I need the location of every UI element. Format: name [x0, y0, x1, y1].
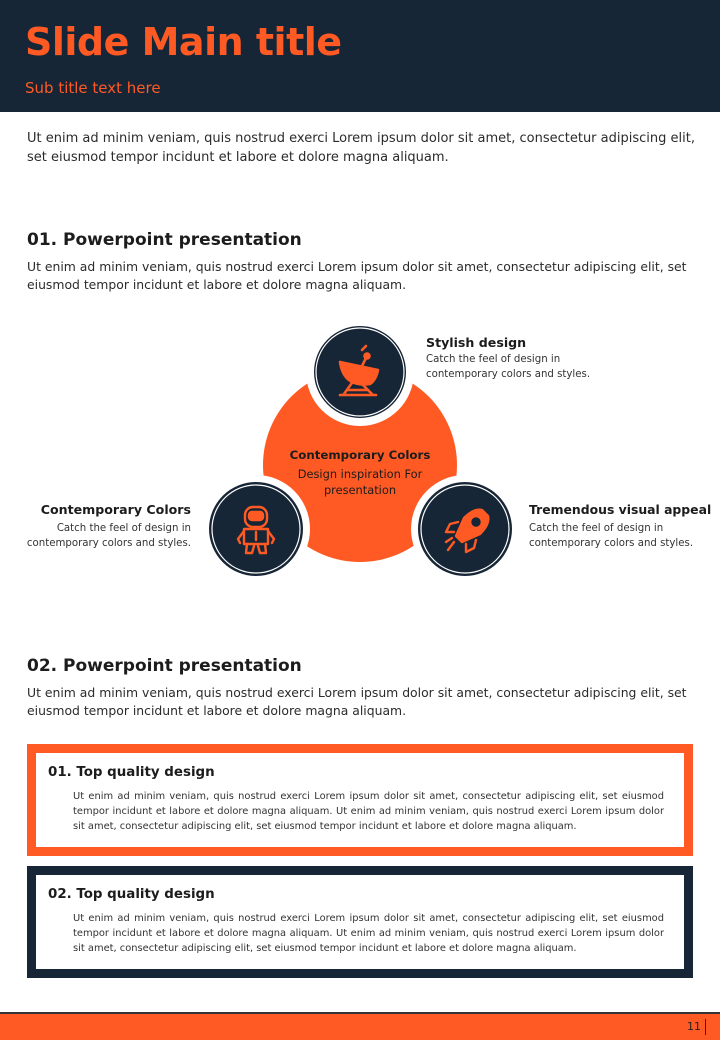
quality-box-1-title: 01. Top quality design	[48, 765, 215, 780]
quality-box-2	[27, 866, 693, 978]
section1-heading: 01. Powerpoint presentation	[27, 230, 302, 250]
quality-box-2-inner	[36, 875, 684, 969]
left-label-desc-line2: contemporary colors and styles.	[26, 538, 191, 549]
right-label-title: Tremendous visual appeal	[529, 502, 712, 517]
center-desc-line2: presentation	[323, 483, 397, 497]
footer-bar	[0, 1012, 720, 1040]
top-label-title: Stylish design	[426, 335, 527, 350]
left-label-title: Contemporary Colors	[40, 502, 191, 517]
center-desc-line1: Design inspiration For	[297, 467, 423, 481]
slide-main-title: Slide Main title	[25, 20, 342, 64]
section2-heading: 02. Powerpoint presentation	[27, 656, 302, 676]
top-label-desc-line2: contemporary colors and styles.	[426, 369, 591, 380]
three-part-diagram	[0, 310, 720, 600]
slide-subtitle: Sub title text here	[25, 79, 161, 97]
section1-paragraph: Ut enim ad minim veniam, quis nostrud exerci Lorem ipsum dolor sit amet, consectetur adipiscing elit, set eiusmod tempor incidunt et labore et dolore magna aliquam.	[27, 259, 687, 292]
quality-box-1	[27, 744, 693, 856]
quality-box-1-inner	[36, 753, 684, 847]
right-label-desc-line1: Catch the feel of design in	[529, 523, 664, 534]
top-label-desc-line1: Catch the feel of design in	[426, 354, 561, 365]
left-label-desc-line1: Catch the feel of design in	[56, 523, 191, 534]
quality-box-2-title: 02. Top quality design	[48, 887, 215, 902]
section2-paragraph: Ut enim ad minim veniam, quis nostrud exerci Lorem ipsum dolor sit amet, consectetur adipiscing elit, set eiusmod tempor incidunt et labore et dolore magna aliquam.	[27, 685, 687, 718]
intro-paragraph: Ut enim ad minim veniam, quis nostrud exerci Lorem ipsum dolor sit amet, consectetur adipiscing elit, set eiusmod tempor incidunt et labore et dolore magna aliquam.	[27, 131, 695, 165]
page-number: 11	[687, 1019, 706, 1035]
right-label-desc-line2: contemporary colors and styles.	[529, 538, 694, 549]
center-title: Contemporary Colors	[289, 448, 431, 462]
quality-box-2-text: Ut enim ad minim veniam, quis nostrud exerci Lorem ipsum dolor sit amet, consectetur adipiscing elit, set eiusmod tempor incidunt et labore et dolore magna aliquam. Ut enim ad minim veniam, quis nostrud exerci Lorem ipsum dolor sit amet, consectetur adipiscing elit, set eiusmod tempor incidunt et labore et dolore magna aliquam.	[73, 913, 664, 954]
quality-box-1-text: Ut enim ad minim veniam, quis nostrud exerci Lorem ipsum dolor sit amet, consectetur adipiscing elit, set eiusmod tempor incidunt et labore et dolore magna aliquam. Ut enim ad minim veniam, quis nostrud exerci Lorem ipsum dolor sit amet, consectetur adipiscing elit, set eiusmod tempor incidunt et labore et dolore magna aliquam.	[73, 791, 664, 832]
header-banner	[0, 0, 720, 112]
